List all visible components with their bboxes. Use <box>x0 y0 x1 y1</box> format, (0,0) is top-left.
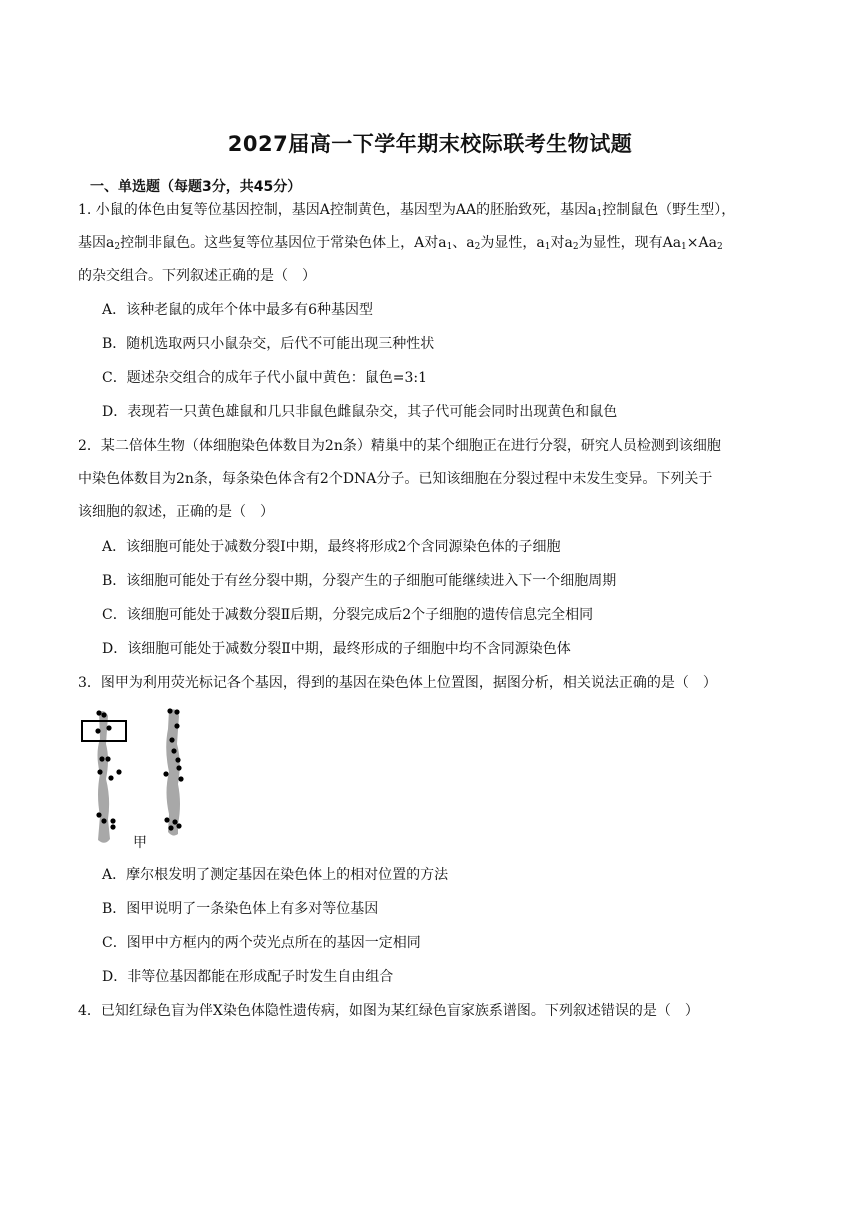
q3-stem-line-1: 3．图甲为利用荧光标记各个基因，得到的基因在染色体上位置图，据图分析，相关说法正确的是（ ） <box>78 675 717 691</box>
q1-stem-line-2: 基因$a_2$控制非鼠色。这些复等位基因位于常染色体上，A对$a_1$、$a_2$为显性，$a_1$对$a_2$为显性，现有$Aa_1\times Aa_2$ <box>78 235 723 252</box>
q2-stem-line-3: 该细胞的叙述，正确的是（ ） <box>78 504 274 520</box>
q2-stem-line-2: 中染色体数目为2n条，每条染色体含有2个DNA分子。已知该细胞在分裂过程中未发生变异。下列关于 <box>78 471 713 487</box>
exam-title: 2027届高一下学年期末校际联考生物试题 <box>227 132 633 156</box>
q2-option-b[interactable]: B．该细胞可能处于有丝分裂中期，分裂产生的子细胞可能继续进入下一个细胞周期 <box>102 573 617 589</box>
q2-option-d[interactable]: D．该细胞可能处于减数分裂Ⅱ中期，最终形成的子细胞中均不含同源染色体 <box>102 641 571 657</box>
q3-option-b[interactable]: B．图甲说明了一条染色体上有多对等位基因 <box>102 901 379 917</box>
q1-option-d[interactable]: D．表现若一只黄色雄鼠和几只非鼠色雌鼠杂交，其子代可能会同时出现黄色和鼠色 <box>102 404 618 420</box>
q1-stem-line-3: 的杂交组合。下列叙述正确的是（ ） <box>78 268 316 284</box>
q2-option-c[interactable]: C．该细胞可能处于减数分裂Ⅱ后期，分裂完成后2个子细胞的遗传信息完全相同 <box>102 607 594 623</box>
q1-option-a[interactable]: A．该种老鼠的成年个体中最多有6种基因型 <box>102 302 374 318</box>
q1-option-c[interactable]: C．题述杂交组合的成年子代小鼠中黄色：鼠色=3:1 <box>102 370 427 386</box>
q3-option-d[interactable]: D．非等位基因都能在形成配子时发生自由组合 <box>102 969 394 985</box>
q3-option-a[interactable]: A．摩尔根发明了测定基因在染色体上的相对位置的方法 <box>102 867 449 883</box>
q3-option-c[interactable]: C．图甲中方框内的两个荧光点所在的基因一定相同 <box>102 935 421 951</box>
q2-option-a[interactable]: A．该细胞可能处于减数分裂Ⅰ中期，最终将形成2个含同源染色体的子细胞 <box>102 539 561 555</box>
section-heading: 一、单选题（每题3分，共45分） <box>90 179 302 195</box>
q2-stem-line-1: 2．某二倍体生物（体细胞染色体数目为2n条）精巢中的某个细胞正在进行分裂，研究人员检测到该细胞 <box>78 438 721 454</box>
q1-stem-line-1: 1. 小鼠的体色由复等位基因控制，基因A控制黄色，基因型为AA的胚胎致死，基因$a_1$控制鼠色（野生型）， <box>78 202 736 219</box>
figure-label: 甲 <box>133 835 147 851</box>
q1-option-b[interactable]: B．随机选取两只小鼠杂交，后代不可能出现三种性状 <box>102 336 435 352</box>
q4-stem-line-1: 4．已知红绿色盲为伴X染色体隐性遗传病，如图为某红绿色盲家族系谱图。下列叙述错误的是（ ） <box>78 1003 699 1019</box>
